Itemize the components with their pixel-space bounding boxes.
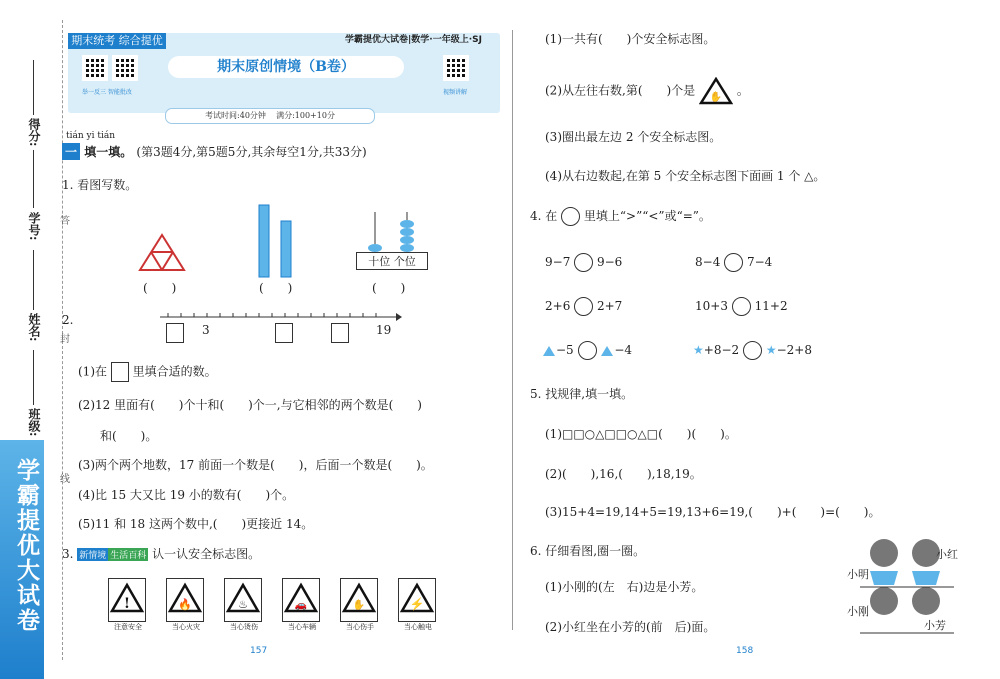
q2-4: (4)比 15 大又比 19 小的数有( )个。 — [78, 488, 295, 502]
student-id-label: 学号: — [27, 212, 41, 241]
sign-caption: 注意安全 — [114, 623, 142, 631]
section-note: (第3题4分,第5题5分,其余每空1分,共33分) — [136, 145, 367, 159]
qr-code-icon[interactable] — [112, 55, 138, 81]
star-icon: ★ — [765, 343, 777, 357]
hand-injury-icon — [699, 77, 733, 105]
q4-text-a: 4. 在 — [530, 209, 558, 223]
student-id-blank — [33, 150, 34, 208]
question-1: 1. 看图写数。 — [62, 178, 138, 192]
abacus-labels — [356, 252, 428, 270]
q2-2b: 和( )。 — [100, 429, 158, 443]
qr-code-icon[interactable] — [82, 55, 108, 81]
r3: (3)圈出最左边 2 个安全标志图。 — [545, 130, 722, 144]
question-4 — [530, 207, 711, 226]
header-tag: 期末统考 综合提优 — [68, 33, 166, 49]
seal-mark: 答 — [60, 216, 70, 227]
q4-text-b: 里填上“>”“<”或“=”。 — [583, 209, 711, 223]
svg-text:⚡: ⚡ — [409, 597, 425, 611]
safety-sign[interactable] — [398, 578, 438, 632]
tag-new-context: 新情境 — [77, 548, 108, 561]
score-label: 得分: — [27, 118, 41, 147]
safety-sign[interactable] — [108, 578, 148, 632]
brand-text: 学霸提优大试卷 — [13, 458, 40, 633]
svg-text:✋: ✋ — [352, 600, 366, 611]
expr-left: 9−7 — [545, 255, 571, 269]
comparison — [693, 341, 812, 360]
section-badge: 一 — [62, 143, 80, 160]
r2-text: (2)从左往右数,第( )个是 — [545, 83, 696, 98]
page-number-left: 157 — [250, 646, 268, 656]
expr-left: 8−4 — [695, 255, 721, 269]
numline-label: 3 — [202, 323, 210, 337]
full-score: 满分:100+10分 — [276, 111, 335, 120]
class-label: 班级: — [27, 408, 41, 437]
compare-circle[interactable] — [724, 253, 743, 272]
svg-text:♨: ♨ — [238, 598, 248, 611]
question-3 — [62, 545, 260, 562]
number-box[interactable] — [166, 323, 184, 343]
question-2: 2. — [62, 313, 74, 327]
hot-surface-icon — [224, 578, 262, 622]
fire-icon — [166, 578, 204, 622]
counting-blocks — [255, 203, 300, 278]
sign-caption: 当心烫伤 — [230, 623, 258, 631]
question-6: 6. 仔细看图,圈一圈。 — [530, 544, 646, 558]
comparison — [542, 341, 632, 360]
q2-1-text-b: 里填合适的数。 — [132, 364, 217, 379]
svg-text:✋: ✋ — [709, 92, 723, 103]
numline-label: 19 — [376, 323, 392, 337]
expr-right: 7−4 — [746, 255, 773, 269]
q5-2: (2)( ),16,( ),18,19。 — [545, 467, 702, 481]
name-blank — [33, 250, 34, 310]
comparison — [695, 297, 788, 316]
r1: (1)一共有( )个安全标志图。 — [545, 32, 716, 46]
expr-left: +8−2 — [703, 343, 740, 357]
seal-mark: 线 — [60, 474, 70, 485]
hand-injury-icon — [340, 578, 378, 622]
expr-left: 2+6 — [545, 299, 571, 313]
compare-circle[interactable] — [732, 297, 751, 316]
q2-1 — [78, 362, 217, 382]
page-title: 期末原创情境（B卷） — [168, 56, 404, 78]
q2-1-text: (1)在 — [78, 364, 107, 379]
sign-caption: 当心火灾 — [172, 623, 200, 631]
section-heading — [62, 143, 367, 160]
pinyin: tián yi tián — [66, 131, 115, 141]
star-icon: ★ — [693, 343, 704, 357]
name-label: 小芳 — [924, 619, 946, 632]
r2: (2)从左往右数,第( )个是 ✋ 。 — [545, 77, 749, 105]
q2-5: (5)11 和 18 这两个数中,( )更接近 14。 — [78, 517, 314, 531]
q5-1: (1)□□○△□□○△□( )( )。 — [545, 427, 737, 441]
expr-left: 10+3 — [695, 299, 728, 313]
svg-text:🔥: 🔥 — [178, 598, 192, 611]
exam-time: 考试时间:40分钟 — [205, 111, 266, 120]
electric-shock-icon — [398, 578, 436, 622]
answer-blank[interactable]: ( ) — [259, 281, 293, 295]
abacus — [355, 210, 430, 255]
name-label: 姓名: — [27, 313, 41, 342]
expr-right: −2+8 — [776, 343, 812, 357]
sign-caption: 当心伤手 — [346, 623, 374, 631]
answer-blank[interactable]: ( ) — [372, 281, 406, 295]
series-title: 学霸提优大试卷|数学·一年级上·SJ — [345, 35, 482, 45]
r4: (4)从右边数起,在第 5 个安全标志图下面画 1 个 △。 — [545, 169, 826, 183]
compare-circle[interactable] — [574, 253, 593, 272]
answer-blank[interactable]: ( ) — [143, 281, 177, 295]
expr-right: 11+2 — [754, 299, 788, 313]
matchstick-triangles — [135, 230, 190, 275]
expr-right: 2+7 — [596, 299, 623, 313]
safety-sign[interactable] — [224, 578, 264, 632]
box-icon — [111, 362, 129, 382]
q3-text: 认一认安全标志图。 — [152, 547, 261, 561]
q6-2: (2)小红坐在小芳的(前 后)面。 — [545, 620, 716, 634]
tens-label: 十位 — [368, 255, 391, 268]
warning-icon — [108, 578, 146, 622]
name-label: 小刚 — [847, 605, 869, 618]
safety-sign[interactable] — [340, 578, 380, 632]
expr-right: 9−6 — [596, 255, 623, 269]
compare-circle[interactable] — [574, 297, 593, 316]
comparison — [545, 297, 622, 316]
page-divider — [512, 30, 513, 630]
q2-2: (2)12 里面有( )个十和( )个一,与它相邻的两个数是( ) — [78, 398, 422, 412]
tag-life-encyclopedia: 生活百科 — [108, 548, 148, 561]
sign-caption: 当心触电 — [404, 623, 432, 631]
expr-right: −4 — [614, 343, 633, 357]
comparison — [695, 253, 772, 272]
ones-label: 个位 — [393, 255, 416, 268]
safety-sign[interactable] — [166, 578, 206, 632]
circle-icon — [561, 207, 580, 226]
number-box[interactable] — [331, 323, 349, 343]
number-box[interactable] — [275, 323, 293, 343]
name-label: 小明 — [847, 568, 869, 581]
class-blank — [33, 350, 34, 405]
vehicle-icon — [282, 578, 320, 622]
q2-3: (3)两个两个地数，17 前面一个数是( )，后面一个数是( )。 — [78, 458, 433, 472]
safety-signs — [108, 578, 438, 632]
qr-code-icon[interactable] — [443, 55, 469, 81]
triangle-icon — [542, 345, 556, 357]
svg-text:!: ! — [123, 596, 131, 612]
name-label: 小红 — [936, 548, 958, 561]
seal-mark: 封 — [60, 334, 70, 345]
compare-circle[interactable] — [578, 341, 597, 360]
expr-left: −5 — [556, 343, 574, 357]
svg-text:🚗: 🚗 — [294, 600, 308, 611]
compare-circle[interactable] — [743, 341, 762, 360]
sign-caption: 当心车辆 — [288, 623, 316, 631]
comparison — [545, 253, 622, 272]
exam-info — [165, 108, 375, 124]
q5-3: (3)15+4=19,14+5=19,13+6=19,( )+( )=( )。 — [545, 505, 881, 519]
q3-number: 3. — [62, 547, 74, 561]
q6-1: (1)小刚的(左 右)边是小芳。 — [545, 580, 704, 594]
question-5: 5. 找规律,填一填。 — [530, 387, 634, 401]
page-number-right: 158 — [736, 646, 754, 656]
qr-caption: 视频讲解 — [443, 89, 468, 96]
score-blank — [33, 60, 34, 115]
safety-sign[interactable] — [282, 578, 322, 632]
qr-caption: 举一反三 智能批改 — [82, 89, 132, 96]
section-title: 填一填。 — [84, 145, 133, 159]
triangle-icon — [600, 345, 614, 357]
